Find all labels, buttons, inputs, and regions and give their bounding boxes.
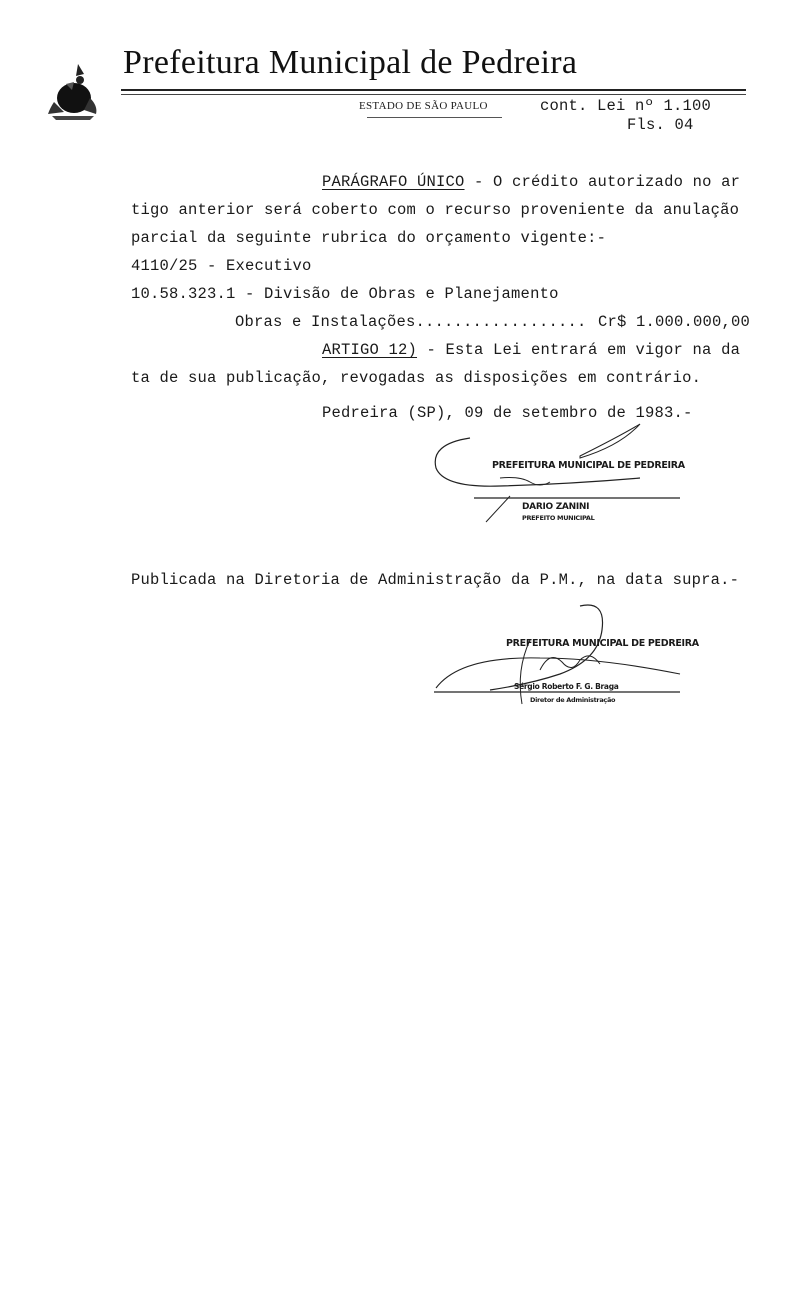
signer-role: PREFEITO MUNICIPAL: [522, 514, 595, 522]
expense-value: Cr$ 1.000.000,00: [598, 313, 751, 331]
budget-code: 4110/25 - Executivo: [131, 257, 312, 275]
paragraph-line-3: parcial da seguinte rubrica do orçamento vigente:-: [131, 229, 607, 247]
letterhead-rule-thin: [121, 94, 746, 95]
signer-role: Diretor de Administração: [530, 696, 616, 704]
municipal-crest-icon: [44, 62, 100, 122]
paragraph-line-2: tigo anterior será coberto com o recurso proveniente da anulação: [131, 201, 740, 219]
signer-name: Sérgio Roberto F. G. Braga: [514, 682, 619, 691]
division-line: 10.58.323.1 - Divisão de Obras e Planejamento: [131, 285, 559, 303]
law-reference: cont. Lei nº 1.100: [540, 97, 712, 115]
mayor-signature-stamp: [430, 416, 690, 528]
signer-name: DARIO ZANINI: [522, 502, 590, 512]
letterhead-rule: [121, 89, 746, 91]
publication-note: Publicada na Diretoria de Administração da P.M., na data supra.-: [131, 571, 740, 589]
stamp-org: PREFEITURA MUNICIPAL DE PEDREIRA: [492, 460, 685, 471]
letterhead-title: Prefeitura Municipal de Pedreira: [123, 44, 578, 81]
expense-label: Obras e Instalações..................: [235, 313, 587, 331]
folio-number: Fls. 04: [627, 116, 694, 134]
date-line: Pedreira (SP), 09 de setembro de 1983.-: [322, 404, 693, 422]
stamp-org: PREFEITURA MUNICIPAL DE PEDREIRA: [506, 638, 699, 649]
paragraph-heading: PARÁGRAFO ÚNICO: [322, 173, 465, 191]
state-label: ESTADO DE SÃO PAULO: [359, 100, 488, 112]
article-line-1: [322, 341, 740, 359]
state-underline: [367, 117, 502, 118]
paragraph-line-1: [322, 173, 740, 191]
article-heading: ARTIGO 12): [322, 341, 418, 359]
director-signature-stamp: [430, 600, 699, 720]
paragraph-line-1-text: - O crédito autorizado no ar: [464, 173, 741, 191]
article-line-1-text: - Esta Lei entrará em vigor na da: [417, 341, 741, 359]
article-line-2: ta de sua publicação, revogadas as disposições em contrário.: [131, 369, 702, 387]
